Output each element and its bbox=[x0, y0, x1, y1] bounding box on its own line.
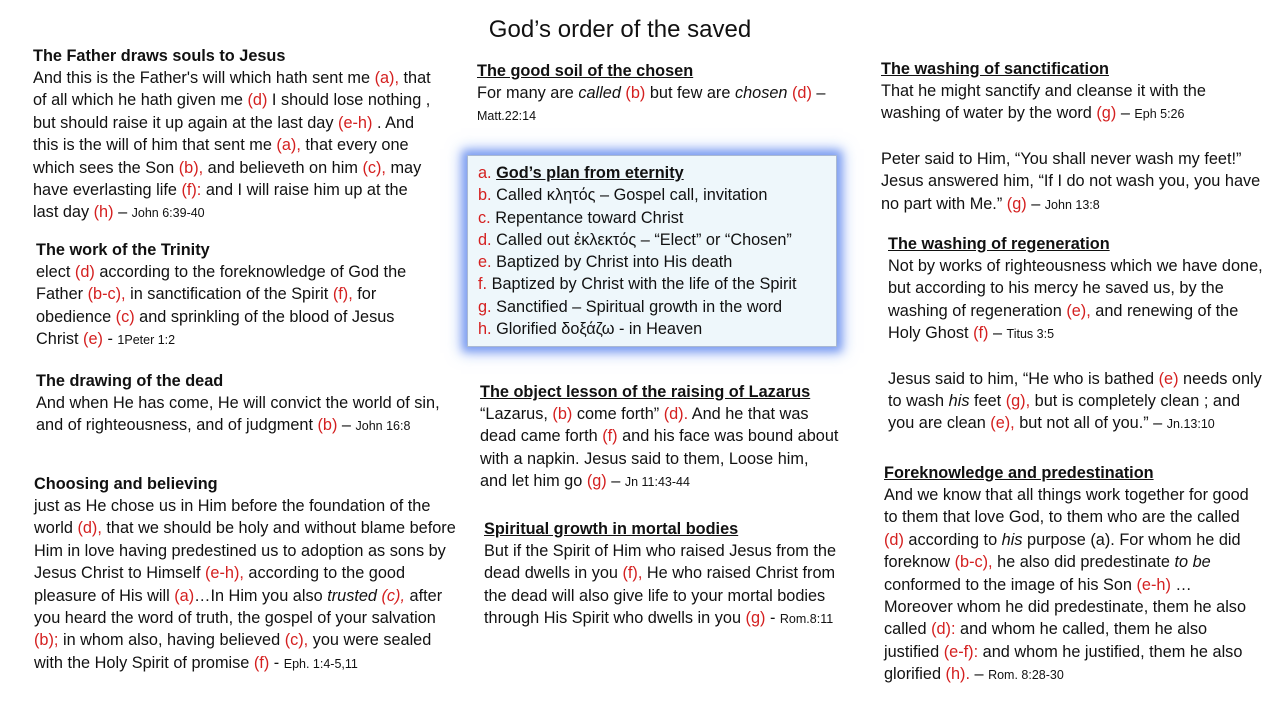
scripture-reference: Matt.22:14 bbox=[477, 109, 537, 124]
section-heading: The Father draws souls to Jesus bbox=[33, 47, 286, 65]
plan-item-a: a. God’s plan from eternity bbox=[478, 164, 684, 182]
section-text-2: Peter said to Him, “You shall never wash my feet!” Jesus answered him, “If I do not wash you, you have no part with Me.” (g) – John 13:8 bbox=[881, 149, 1261, 213]
section-text: just as He chose us in Him before the foundation of the world (d), that we should be holy and without blame before Him in love having predestined us to adoption as sons by Jesus Christ to Himself (e-h), according to the good pleasure of His will (a)…In Him you also trusted (c), after you heard the word of truth, the gospel of your salvation (b); in whom also, having believed (c), you were sealed with the Holy Spirit of promise (f) - Eph. 1:4-5,11 bbox=[34, 497, 456, 672]
page-title: God’s order of the saved bbox=[488, 16, 752, 43]
section-washing-sanctification bbox=[881, 58, 1261, 216]
plan-item-c: c. Repentance toward Christ bbox=[478, 208, 684, 227]
section-heading: Choosing and believing bbox=[34, 475, 218, 493]
section-good-soil bbox=[477, 60, 847, 128]
section-text: And we know that all things work together for good to them that love God, to them who are the called (d) according to his purpose (a). For whom he did foreknow (b-c), he also did predestinate to be conformed to the image of his Son (e-h) … Moreover whom he did predestinate, them he also called (d): and whom he called, them he also justified (e-f): and whom he justified, them he also glorified (h). – Rom. 8:28-30 bbox=[884, 486, 1249, 684]
section-text: And this is the Father's will which hath sent me (a), that of all which he hath given me (d) I should lose nothing , but should raise it up again at the last day (e-h) . And this is the will of him that sent me (a), that every one which sees the Son (b), and believeth on him (c), may have everlasting life (f): and I will raise him up at the last day (h) – John 6:39-40 bbox=[33, 69, 431, 222]
section-text: For many are called (b) but few are chosen (d) – Matt.22:14 bbox=[477, 84, 826, 124]
scripture-reference: Rom. 8:28-30 bbox=[988, 668, 1064, 683]
plan-box bbox=[467, 155, 837, 347]
plan-item-e: e. Baptized by Christ into His death bbox=[478, 253, 733, 272]
section-text: elect (d) according to the foreknowledge of God the Father (b-c), in sanctification of the Spirit (f), for obedience (c) and sprinkling of the blood of Jesus Christ (e) - 1Peter 1:2 bbox=[36, 263, 407, 349]
section-heading: The object lesson of the raising of Lazarus bbox=[480, 383, 811, 401]
scripture-reference: Titus 3:5 bbox=[1006, 327, 1055, 342]
scripture-reference: John 6:39-40 bbox=[131, 206, 205, 221]
section-heading: The work of the Trinity bbox=[36, 241, 210, 259]
section-heading: Spiritual growth in mortal bodies bbox=[484, 520, 739, 538]
section-text: “Lazarus, (b) come forth” (d). And he that was dead came forth (f) and his face was bound about with a napkin. Jesus said to them, Loose him, and let him go (g) – Jn 11:43-44 bbox=[480, 405, 839, 491]
section-heading: The washing of regeneration bbox=[888, 235, 1110, 253]
scripture-reference: 1Peter 1:2 bbox=[117, 333, 176, 348]
scripture-reference: Rom.8:11 bbox=[779, 612, 834, 627]
section-heading: The washing of sanctification bbox=[881, 60, 1109, 78]
section-heading: The good soil of the chosen bbox=[477, 62, 694, 80]
section-heading: Foreknowledge and predestination bbox=[884, 464, 1154, 482]
section-text: And when He has come, He will convict the world of sin, and of righteousness, and of judgment (b) – John 16:8 bbox=[36, 394, 440, 435]
section-text: That he might sanctify and cleanse it with the washing of water by the word (g) – Eph 5:26 bbox=[881, 82, 1206, 123]
section-text: But if the Spirit of Him who raised Jesus from the dead dwells in you (f), He who raised Christ from the dead will also give life to your mortal bodies through His Spirit who dwells in you (g) - Rom.8:11 bbox=[484, 542, 836, 628]
section-foreknowledge bbox=[884, 462, 1264, 687]
section-heading: The drawing of the dead bbox=[36, 372, 224, 390]
section-drawing-of-dead bbox=[36, 370, 446, 438]
plan-item-h: h. Glorified δοξάζω - in Heaven bbox=[478, 320, 703, 339]
section-text: Not by works of righteousness which we have done, but according to his mercy he saved us, by the washing of regeneration (e), and renewing of the Holy Ghost (f) – Titus 3:5 bbox=[888, 257, 1263, 343]
scripture-reference: Eph. 1:4-5,11 bbox=[283, 656, 358, 671]
scripture-reference: Jn 11:43-44 bbox=[624, 475, 690, 490]
scripture-reference: John 13:8 bbox=[1044, 197, 1100, 212]
section-lazarus bbox=[480, 381, 840, 494]
section-work-of-trinity bbox=[36, 239, 436, 352]
section-choosing-believing bbox=[34, 473, 464, 675]
plan-item-g: g. Sanctified – Spiritual growth in the word bbox=[478, 297, 783, 316]
plan-item-f: f. Baptized by Christ with the life of the Spirit bbox=[478, 275, 797, 294]
section-washing-regeneration bbox=[888, 233, 1268, 436]
plan-item-d: d. Called out ἐκλεκτός – “Elect” or “Chosen” bbox=[478, 230, 792, 249]
scripture-reference: John 16:8 bbox=[355, 419, 411, 434]
scripture-reference: Eph 5:26 bbox=[1134, 107, 1185, 122]
plan-item-b: b. Called κλητός – Gospel call, invitation bbox=[478, 186, 768, 205]
section-text-2: Jesus said to him, “He who is bathed (e) needs only to wash his feet (g), but is completely clean ; and you are clean (e), but not all of you.” – Jn.13:10 bbox=[888, 369, 1262, 433]
scripture-reference: Jn.13:10 bbox=[1166, 417, 1215, 432]
section-spiritual-growth bbox=[484, 518, 854, 631]
section-father-draws bbox=[33, 45, 433, 225]
